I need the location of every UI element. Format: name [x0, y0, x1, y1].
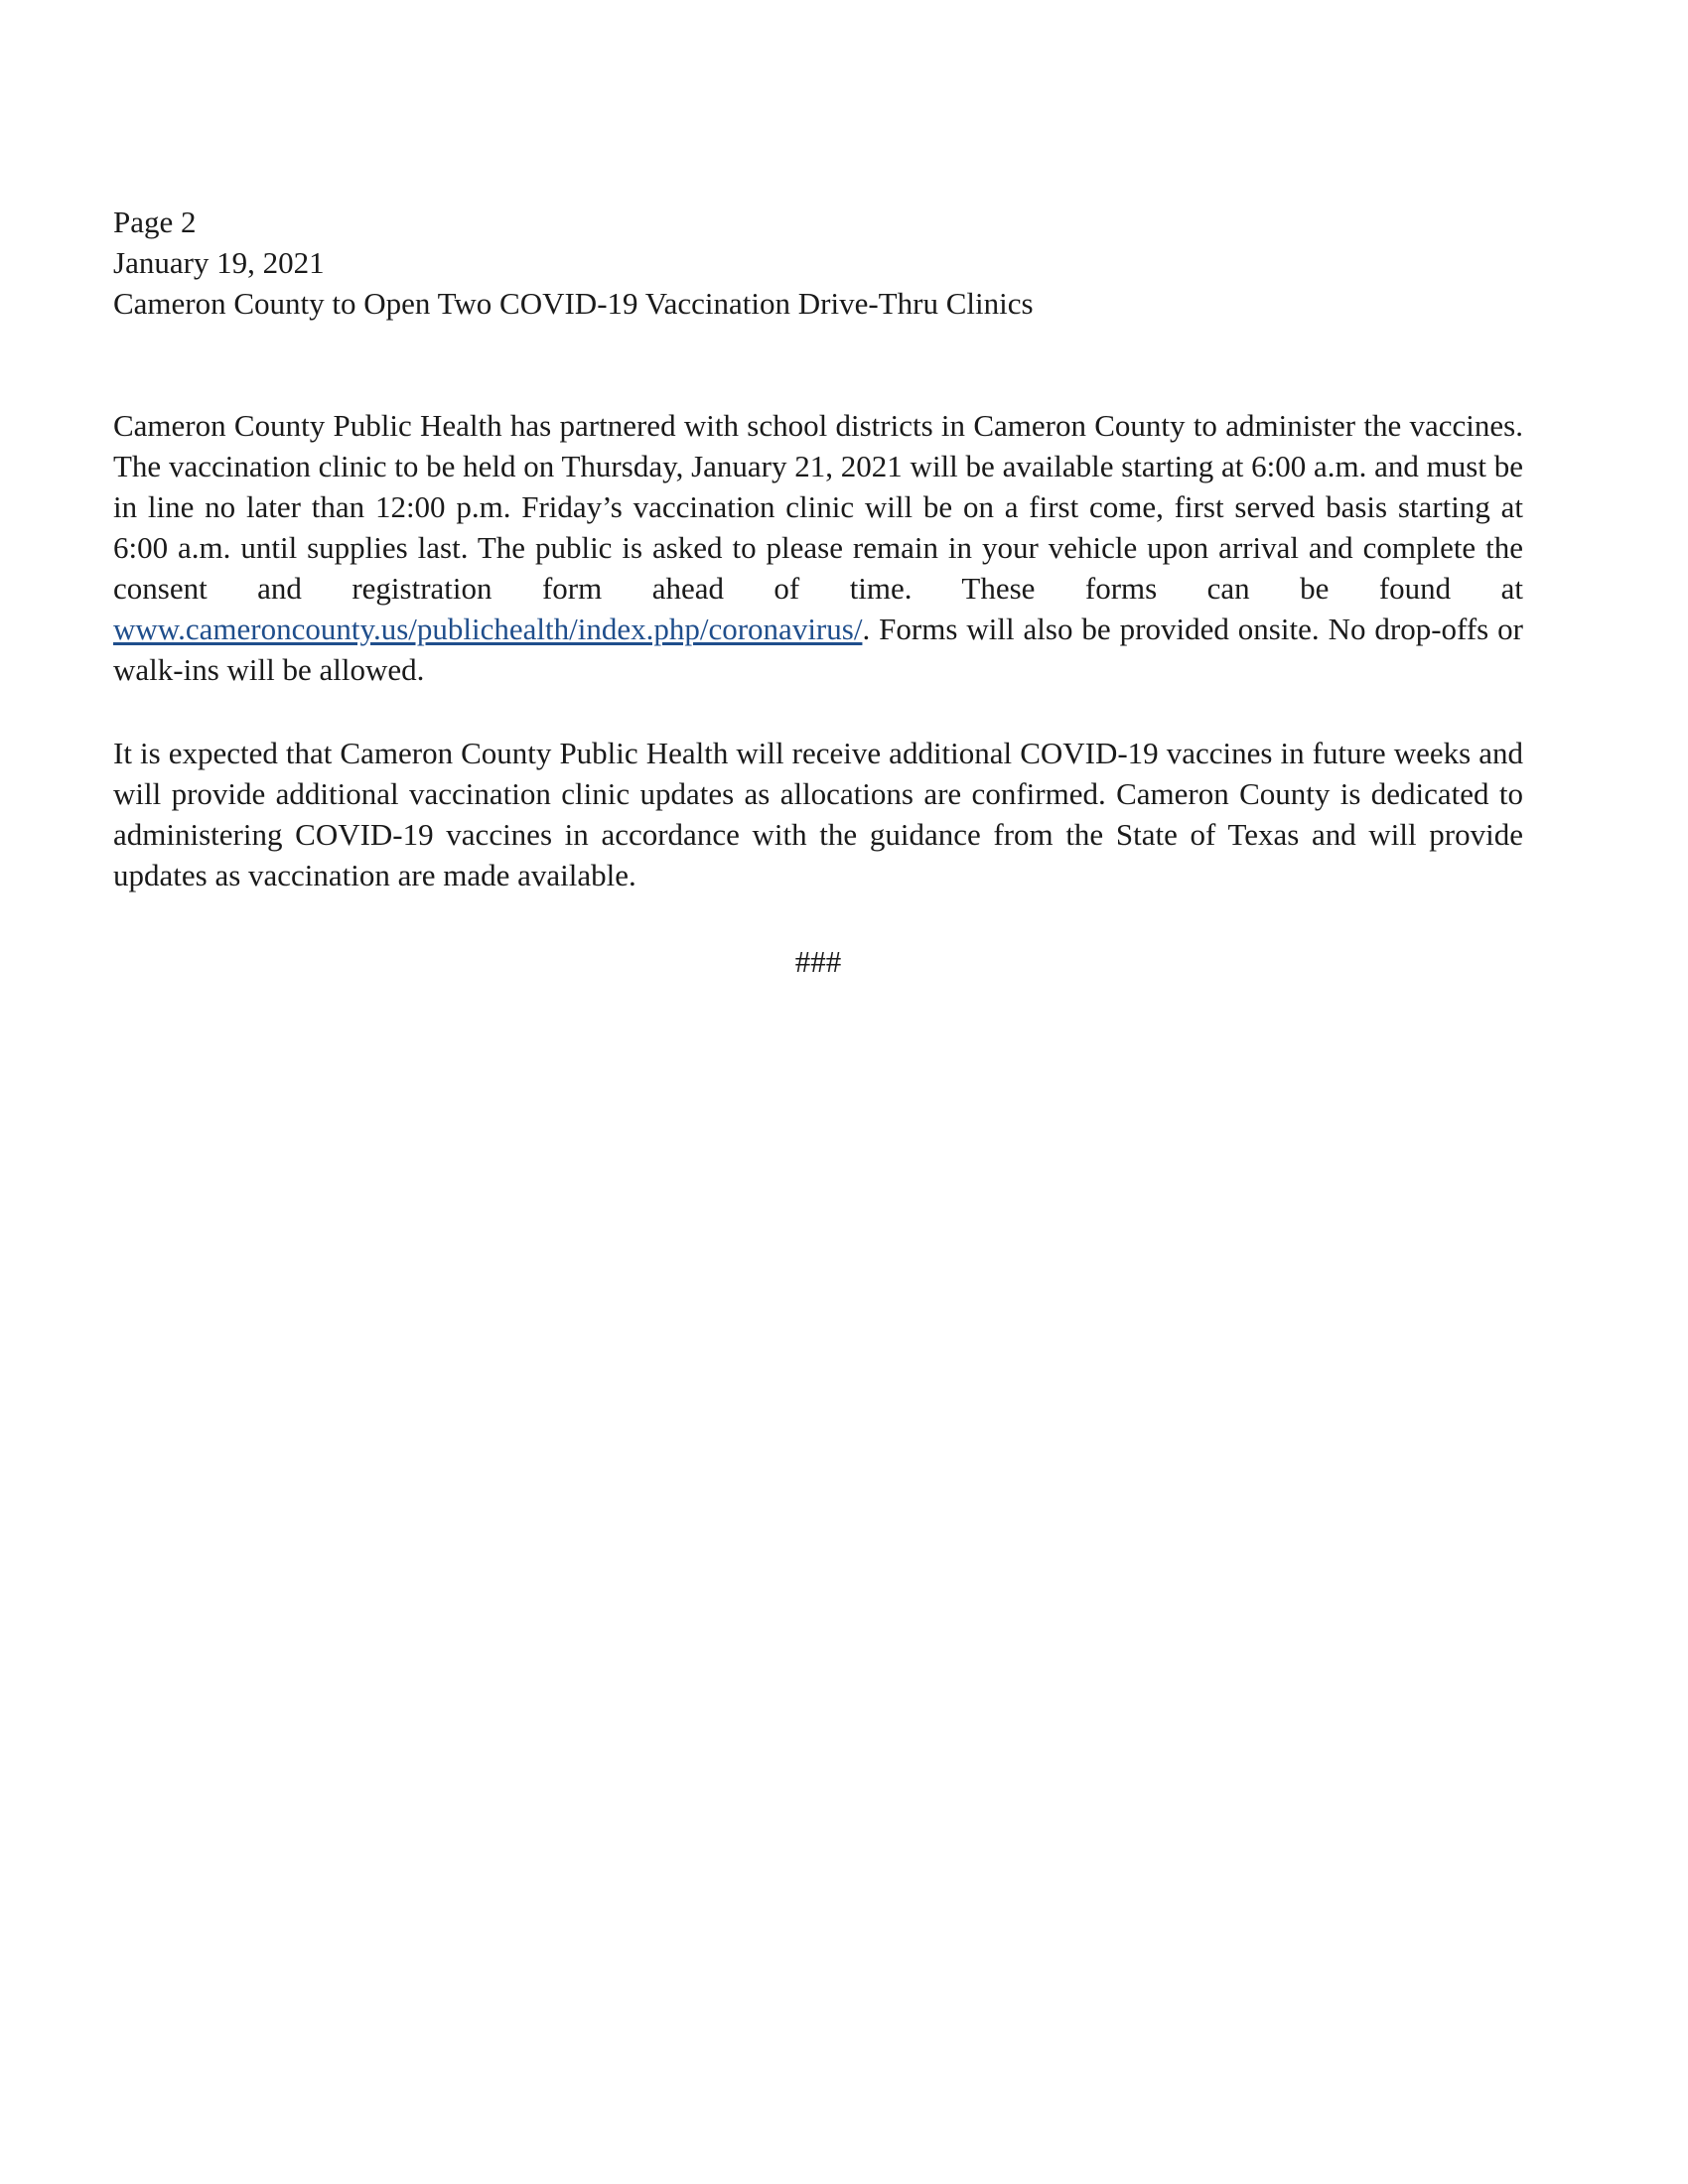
- paragraph-clinic-details: [113, 405, 1523, 690]
- end-mark: ###: [794, 944, 842, 979]
- release-date: January 19, 2021: [113, 245, 325, 280]
- page-number: Page 2: [113, 205, 197, 239]
- paragraph-clinic-details-text-end: . Forms will also be provided onsite. No drop-offs or walk-ins will be allowed.: [113, 612, 1523, 687]
- release-title: Cameron County to Open Two COVID-19 Vaccination Drive-Thru Clinics: [113, 286, 1034, 321]
- page-header: [113, 202, 1523, 324]
- forms-link[interactable]: www.cameroncounty.us/publichealth/index.php/coronavirus/: [113, 612, 863, 646]
- paragraph-future-updates: It is expected that Cameron County Public Health will receive additional COVID-19 vaccines in future weeks and will provide additional vaccination clinic updates as allocations are confirmed. Cameron County is dedicated to administering COVID-19 vaccines in accordance with the guidance from the State of Texas and will provide updates as vaccination are made available.: [113, 736, 1523, 892]
- paragraph-clinic-details-text: Cameron County Public Health has partnered with school districts in Cameron County to administer the vaccines. The vaccination clinic to be held on Thursday, January 21, 2021 will be available starting at 6:00 a.m. and must be in line no later than 12:00 p.m. Friday’s vaccination clinic will be on a first come, first served basis starting at 6:00 a.m. until supplies last. The public is asked to please remain in your vehicle upon arrival and complete the consent and registration form ahead of time. These forms can be found at: [113, 408, 1523, 606]
